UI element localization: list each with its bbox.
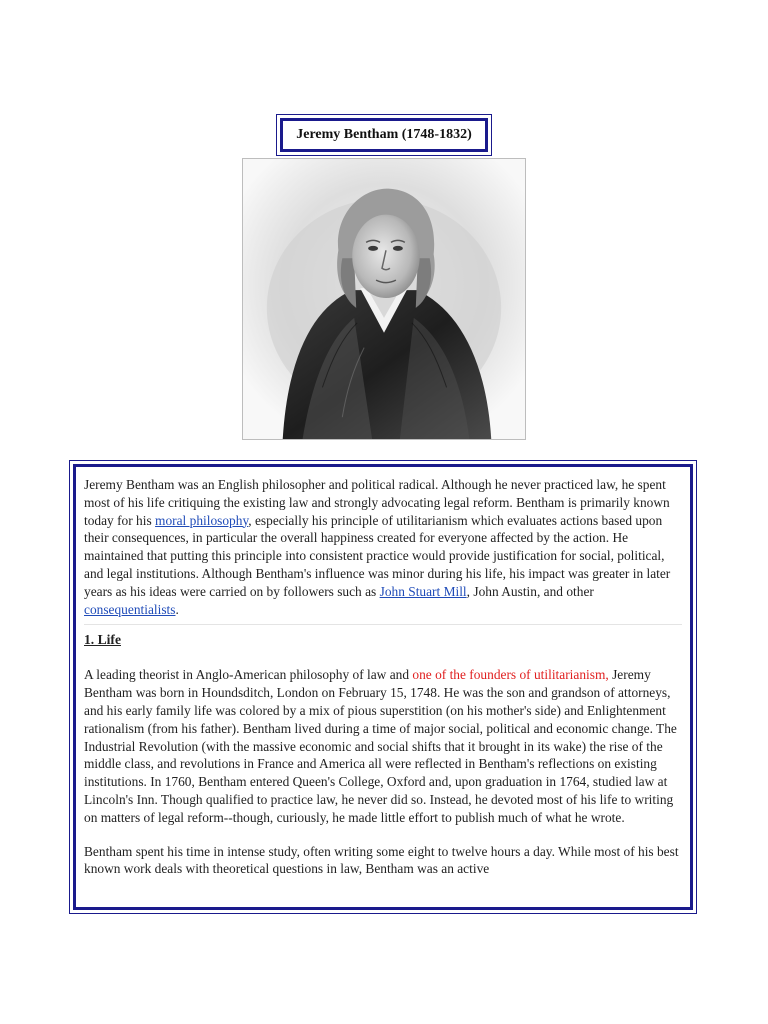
- article-box: [69, 460, 697, 914]
- intro-text-1: Jeremy Bentham was an English philosopher and political radical. Although he never practiced law, he spent most of his life critiquing the existing law and strongly advocating legal reform. Bentham is primarily known today for his: [84, 477, 670, 528]
- intro-text-3: , John Austin, and other: [466, 583, 594, 599]
- portrait-image: [242, 158, 526, 440]
- paragraph-gap: [84, 827, 682, 843]
- life-paragraph-1: [84, 666, 682, 826]
- moral-philosophy-link[interactable]: moral philosophy: [155, 512, 249, 528]
- intro-text-4: .: [175, 601, 179, 617]
- life-paragraph-2: Bentham spent his time in intense study, often writing some eight to twelve hours a day. While most of his best known work deals with theoretical questions in law, Bentham was an active: [84, 843, 679, 877]
- john-stuart-mill-link[interactable]: John Stuart Mill: [379, 583, 467, 599]
- section-heading-life: 1. Life: [84, 632, 121, 648]
- life-text-1b: Jeremy Bentham was born in Houndsditch, London on February 15, 1748. He was the son and grandson of attorneys, and his early family life was colored by a mix of pious superstition (on his mother's side) and Enlightenment rationalism (from his father). Bentham lived during a time of major social, political and economic change. The Industrial Revolution (with the massive economic and social shifts that it brought in its wake) the rise of the middle class, and revolutions in France and America all were reflected in Bentham's reflections on existing institutions. In 1760, Bentham entered Queen's College, Oxford and, upon graduation in 1764, studied law at Lincoln's Inn. Though qualified to practice law, he never did so. Instead, he devoted most of his life to writing on matters of legal reform--though, curiously, he made little effort to publish much of what he wrote.: [84, 667, 677, 825]
- life-text-1a: A leading theorist in Anglo-American philosophy of law and: [84, 667, 413, 683]
- title-box: [276, 114, 492, 156]
- consequentialists-link[interactable]: consequentialists: [84, 601, 176, 617]
- section-divider: [84, 624, 682, 625]
- utilitarianism-highlight: one of the founders of utilitarianism,: [412, 667, 609, 683]
- article-content: [73, 464, 693, 910]
- intro-paragraph: [84, 476, 682, 618]
- page-title: Jeremy Bentham (1748-1832): [280, 118, 488, 152]
- intro-text-2: , especially his principle of utilitarianism which evaluates actions based upon their consequences, in particular the overall happiness created for everyone affected by the action. He maintained that putting this principle into consistent practice would provide justification for social, political, and legal institutions. Although Bentham's influence was minor during his life, his impact was greater in later years as his ideas were carried on by followers such as: [84, 512, 671, 599]
